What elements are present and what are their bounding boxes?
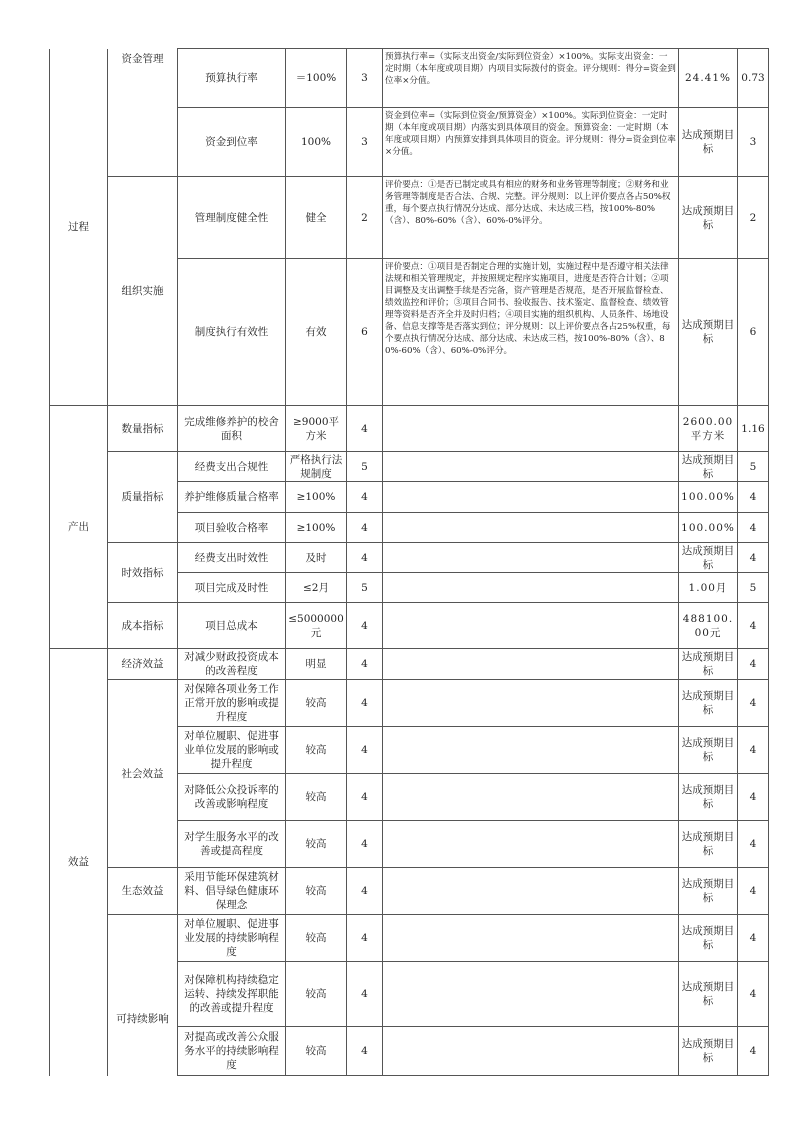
indicator-cell: 项目总成本 xyxy=(178,603,286,649)
score-cell: 4 xyxy=(738,649,769,680)
method-cell xyxy=(383,452,679,482)
score-cell: 6 xyxy=(738,259,769,406)
weight-cell: 4 xyxy=(347,915,383,962)
actual-cell: 达成预期目标 xyxy=(679,868,738,915)
weight-cell: 6 xyxy=(347,259,383,406)
actual-cell: 达成预期目标 xyxy=(679,452,738,482)
target-cell: 明显 xyxy=(286,649,347,680)
target-cell: ≥9000平方米 xyxy=(286,406,347,452)
target-cell: 严格执行法规制度 xyxy=(286,452,347,482)
target-cell: 较高 xyxy=(286,962,347,1027)
score-cell: 4 xyxy=(738,603,769,649)
score-cell: 4 xyxy=(738,868,769,915)
target-cell: ≥100% xyxy=(286,513,347,543)
indicator-cell: 养护维修质量合格率 xyxy=(178,482,286,513)
target-cell: ≤2月 xyxy=(286,573,347,603)
score-cell: 4 xyxy=(738,513,769,543)
score-cell: 4 xyxy=(738,821,769,868)
score-cell: 4 xyxy=(738,482,769,513)
actual-cell: 达成预期目标 xyxy=(679,680,738,727)
weight-cell: 4 xyxy=(347,406,383,452)
weight-cell: 4 xyxy=(347,868,383,915)
table-row xyxy=(50,680,769,727)
weight-cell: 4 xyxy=(347,1027,383,1076)
indicator-cell: 资金到位率 xyxy=(178,108,286,177)
actual-cell: 488100.00元 xyxy=(679,603,738,649)
weight-cell: 4 xyxy=(347,727,383,774)
indicator-cell: 项目验收合格率 xyxy=(178,513,286,543)
indicator-cell: 项目完成及时性 xyxy=(178,573,286,603)
actual-cell: 达成预期目标 xyxy=(679,177,738,259)
weight-cell: 4 xyxy=(347,962,383,1027)
method-cell: 评价要点：①项目是否制定合理的实施计划，实施过程中是否遵守相关法律法规和相关管理规定，并按照规定程序实施项目，进度是否符合计划；②项目调整及支出调整手续是否完备，资产管理是否规范，是否开展监督检查、绩效监控和评价；③项目合同书、验收报告、技术鉴定、监督检查、绩效管理等资料是否齐全并及时归档；④项目实施的组织机构、人员条件、场地设备、信息支撑等是否落实到位；评分规则：以上评价要点各占25%权重，每个要点执行情况分达成、部分达成、未达成三档，按100%-80%（含）、80%-60%（含）、60%-0%评分。 xyxy=(383,259,679,406)
method-cell xyxy=(383,482,679,513)
actual-cell: 达成预期目标 xyxy=(679,259,738,406)
indicator-cell: 对单位履职、促进事业发展的持续影响程度 xyxy=(178,915,286,962)
table-row xyxy=(50,649,769,680)
actual-cell: 达成预期目标 xyxy=(679,649,738,680)
table-row xyxy=(50,406,769,452)
weight-cell: 4 xyxy=(347,774,383,821)
table-row xyxy=(50,177,769,259)
table-row xyxy=(50,49,769,108)
actual-cell: 1.00月 xyxy=(679,573,738,603)
score-cell: 4 xyxy=(738,962,769,1027)
target-cell: 及时 xyxy=(286,543,347,573)
indicator-cell: 预算执行率 xyxy=(178,49,286,108)
indicator-cell: 对提高或改善公众服务水平的持续影响程度 xyxy=(178,1027,286,1076)
method-cell xyxy=(383,513,679,543)
indicator-cell: 对降低公众投诉率的改善或影响程度 xyxy=(178,774,286,821)
score-cell: 0.73 xyxy=(738,49,769,108)
indicator-cell: 采用节能环保建筑材料、倡导绿色健康环保理念 xyxy=(178,868,286,915)
subcategory-cell: 质量指标 xyxy=(108,452,178,543)
weight-cell: 5 xyxy=(347,452,383,482)
method-cell xyxy=(383,962,679,1027)
table-row xyxy=(50,915,769,962)
actual-cell: 达成预期目标 xyxy=(679,962,738,1027)
actual-cell: 达成预期目标 xyxy=(679,727,738,774)
target-cell: 健全 xyxy=(286,177,347,259)
actual-cell: 达成预期目标 xyxy=(679,1027,738,1076)
actual-cell: 2600.00平方米 xyxy=(679,406,738,452)
actual-cell: 100.00% xyxy=(679,482,738,513)
target-cell: ≤5000000元 xyxy=(286,603,347,649)
actual-cell: 达成预期目标 xyxy=(679,915,738,962)
indicator-cell: 经费支出合规性 xyxy=(178,452,286,482)
score-cell: 5 xyxy=(738,452,769,482)
subcategory-cell: 数量指标 xyxy=(108,406,178,452)
method-cell xyxy=(383,868,679,915)
subcategory-cell: 经济效益 xyxy=(108,649,178,680)
method-cell xyxy=(383,821,679,868)
score-cell: 1.16 xyxy=(738,406,769,452)
method-cell xyxy=(383,1027,679,1076)
weight-cell: 2 xyxy=(347,177,383,259)
method-cell xyxy=(383,727,679,774)
weight-cell: 4 xyxy=(347,649,383,680)
subcategory-cell: 社会效益 xyxy=(108,680,178,868)
actual-cell: 达成预期目标 xyxy=(679,821,738,868)
target-cell: ≥100% xyxy=(286,482,347,513)
indicator-cell: 对单位履职、促进事业单位发展的影响或提升程度 xyxy=(178,727,286,774)
score-cell: 4 xyxy=(738,727,769,774)
weight-cell: 4 xyxy=(347,821,383,868)
target-cell: 有效 xyxy=(286,259,347,406)
table-row xyxy=(50,603,769,649)
score-cell: 4 xyxy=(738,680,769,727)
method-cell xyxy=(383,543,679,573)
table-row xyxy=(50,452,769,482)
target-cell: 较高 xyxy=(286,821,347,868)
indicator-cell: 制度执行有效性 xyxy=(178,259,286,406)
method-cell xyxy=(383,573,679,603)
weight-cell: 4 xyxy=(347,543,383,573)
method-cell xyxy=(383,680,679,727)
weight-cell: 4 xyxy=(347,680,383,727)
subcategory-cell: 生态效益 xyxy=(108,868,178,915)
subcategory-cell: 成本指标 xyxy=(108,603,178,649)
actual-cell: 100.00% xyxy=(679,513,738,543)
weight-cell: 4 xyxy=(347,603,383,649)
indicator-cell: 对保障各项业务工作正常开放的影响或提升程度 xyxy=(178,680,286,727)
indicator-cell: 完成维修养护的校舍面积 xyxy=(178,406,286,452)
indicator-cell: 对学生服务水平的改善或提高程度 xyxy=(178,821,286,868)
score-cell: 5 xyxy=(738,573,769,603)
method-cell xyxy=(383,774,679,821)
indicator-cell: 管理制度健全性 xyxy=(178,177,286,259)
indicator-cell: 对保障机构持续稳定运转、持续发挥职能的改善或提升程度 xyxy=(178,962,286,1027)
weight-cell: 4 xyxy=(347,513,383,543)
category-cell: 过程 xyxy=(50,49,108,406)
weight-cell: 3 xyxy=(347,108,383,177)
subcategory-cell: 可持续影响 xyxy=(108,915,178,1076)
target-cell: 较高 xyxy=(286,868,347,915)
category-cell: 产出 xyxy=(50,406,108,649)
method-cell: 评价要点：①是否已制定或具有相应的财务和业务管理等制度；②财务和业务管理等制度是否合法、合规、完整。评分规则：以上评价要点各占50%权重，每个要点执行情况分达成、部分达成、未达成三档，按100%-80%（含）、80%-60%（含）、60%-0%评分。 xyxy=(383,177,679,259)
score-cell: 4 xyxy=(738,543,769,573)
weight-cell: 3 xyxy=(347,49,383,108)
performance-evaluation-table xyxy=(49,48,769,1076)
actual-cell: 达成预期目标 xyxy=(679,108,738,177)
target-cell: 较高 xyxy=(286,680,347,727)
target-cell: 较高 xyxy=(286,915,347,962)
subcategory-cell: 组织实施 xyxy=(108,177,178,406)
method-cell: 资金到位率=（实际到位资金/预算资金）×100%。实际到位资金：一定时期（本年度或项目期）内落实到具体项目的资金。预算资金：一定时期（本年度或项目期）内预算安排到具体项目的资金。评分规则：得分=资金到位率×分值。 xyxy=(383,108,679,177)
target-cell: 较高 xyxy=(286,1027,347,1076)
weight-cell: 4 xyxy=(347,482,383,513)
category-cell: 效益 xyxy=(50,649,108,1076)
table-row xyxy=(50,543,769,573)
score-cell: 3 xyxy=(738,108,769,177)
table-row xyxy=(50,868,769,915)
indicator-cell: 经费支出时效性 xyxy=(178,543,286,573)
score-cell: 2 xyxy=(738,177,769,259)
score-cell: 4 xyxy=(738,1027,769,1076)
actual-cell: 达成预期目标 xyxy=(679,774,738,821)
actual-cell: 24.41% xyxy=(679,49,738,108)
subcategory-cell: 时效指标 xyxy=(108,543,178,603)
method-cell: 预算执行率=（实际支出资金/实际到位资金）×100%。实际支出资金：一定时期（本年度或项目期）内项目实际拨付的资金。评分规则：得分=资金到位率×分值。 xyxy=(383,49,679,108)
target-cell: 100% xyxy=(286,108,347,177)
indicator-cell: 对减少财政投资成本的改善程度 xyxy=(178,649,286,680)
method-cell xyxy=(383,603,679,649)
target-cell: 较高 xyxy=(286,727,347,774)
subcategory-cell: 资金管理 xyxy=(108,49,178,177)
weight-cell: 5 xyxy=(347,573,383,603)
method-cell xyxy=(383,915,679,962)
actual-cell: 达成预期目标 xyxy=(679,543,738,573)
method-cell xyxy=(383,406,679,452)
target-cell: 较高 xyxy=(286,774,347,821)
method-cell xyxy=(383,649,679,680)
score-cell: 4 xyxy=(738,915,769,962)
target-cell: ＝100% xyxy=(286,49,347,108)
score-cell: 4 xyxy=(738,774,769,821)
